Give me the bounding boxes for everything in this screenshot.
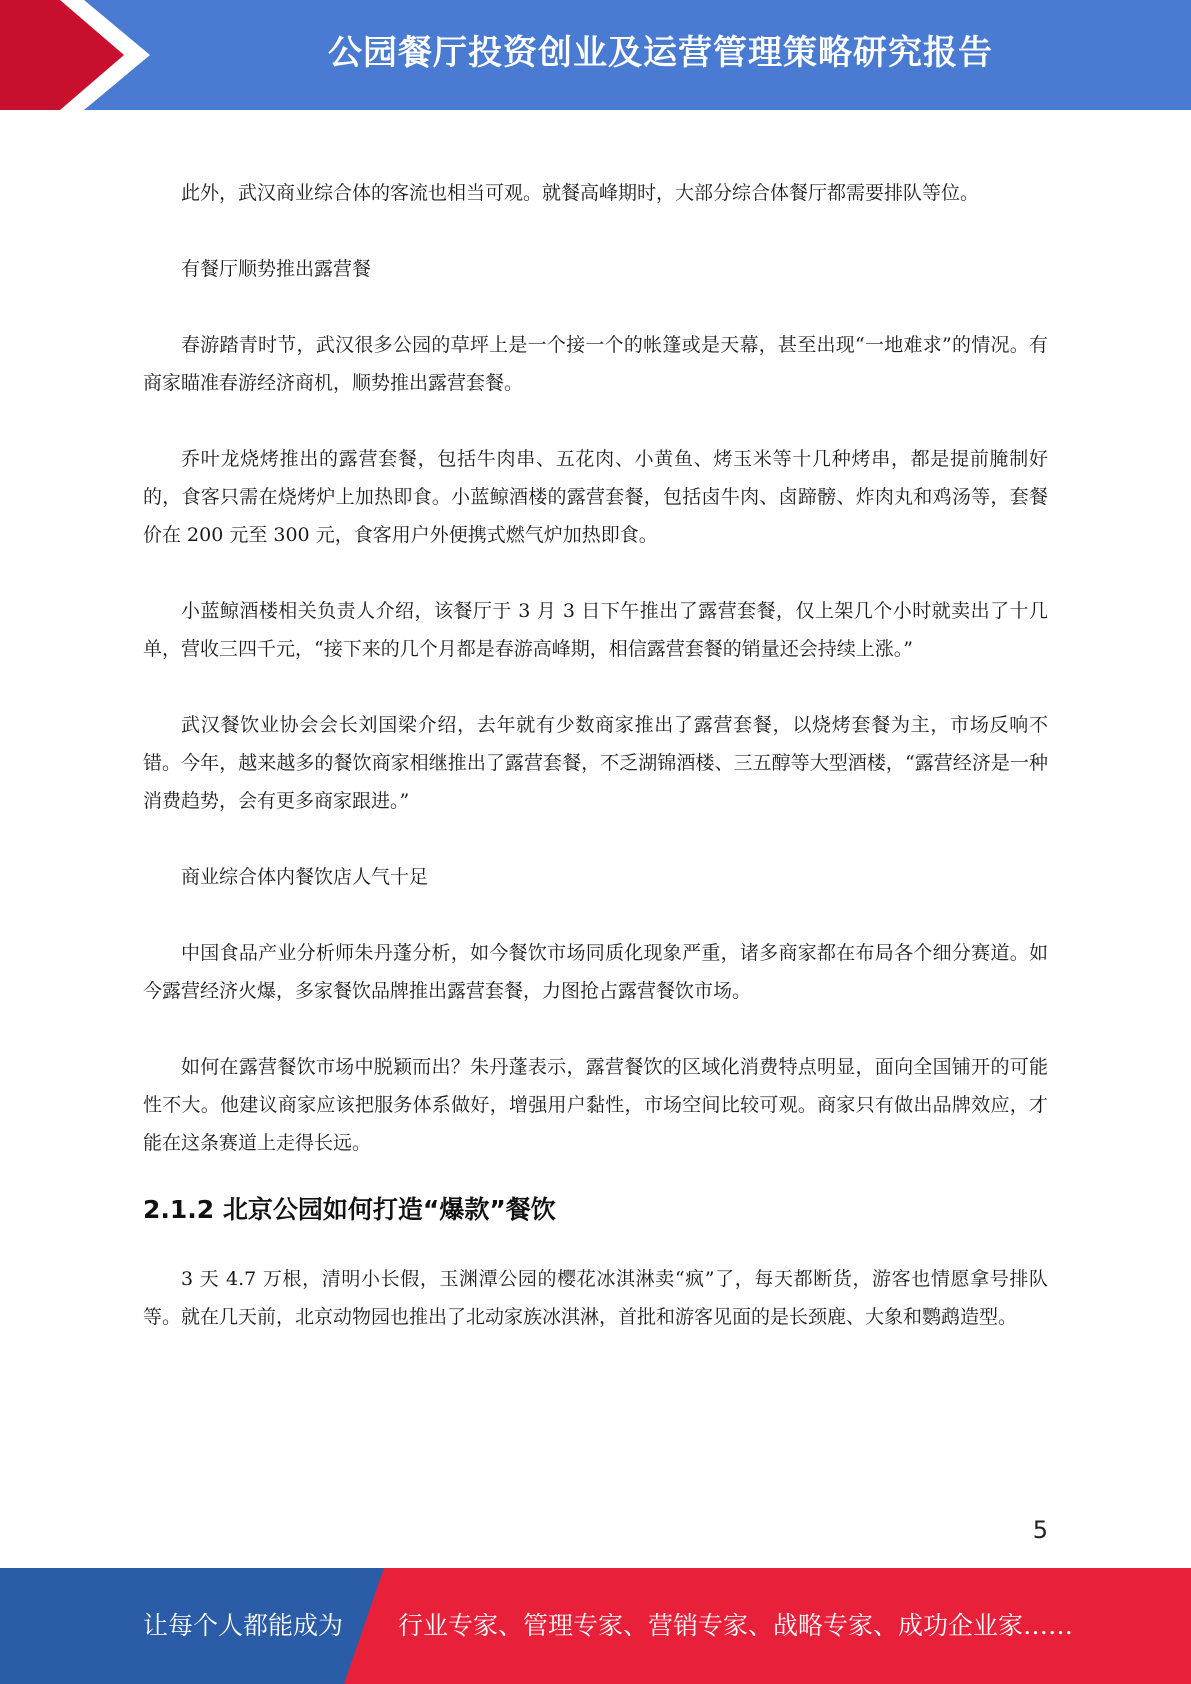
- paragraph: 中国食品产业分析师朱丹蓬分析，如今餐饮市场同质化现象严重，诸多商家都在布局各个细分赛道。如今露营经济火爆，多家餐饮品牌推出露营套餐，力图抢占露营餐饮市场。: [143, 942, 1048, 1002]
- subheading: 有餐厅顺势推出露营餐: [181, 258, 372, 280]
- paragraph: 3 天 4.7 万根，清明小长假，玉渊潭公园的樱花冰淇淋卖“疯”了，每天都断货，游客也情愿拿号排队等。就在几天前，北京动物园也推出了北动家族冰淇淋，首批和游客见面的是长颈鹿、大象和鹦鹉造型。: [143, 1268, 1048, 1328]
- header-title: 公园餐厅投资创业及运营管理策略研究报告: [328, 33, 993, 73]
- footer-slogan-right: 行业专家、管理专家、营销专家、战略专家、成功企业家……: [398, 1611, 1074, 1640]
- page-footer: [0, 1568, 1191, 1684]
- paragraph: 此外，武汉商业综合体的客流也相当可观。就餐高峰期时，大部分综合体餐厅都需要排队等位。: [181, 182, 980, 204]
- section-heading: 2.1.2 北京公园如何打造“爆款”餐饮: [143, 1195, 556, 1224]
- footer-slogan-left: 让每个人都能成为: [143, 1611, 344, 1640]
- page-number: 5: [1032, 1516, 1048, 1544]
- paragraph: 如何在露营餐饮市场中脱颖而出？朱丹蓬表示，露营餐饮的区域化消费特点明显，面向全国铺开的可能性不大。他建议商家应该把服务体系做好，增强用户黏性，市场空间比较可观。商家只有做出品牌效应，才能在这条赛道上走得长远。: [143, 1056, 1048, 1154]
- subheading: 商业综合体内餐饮店人气十足: [181, 866, 429, 888]
- paragraph: 春游踏青时节，武汉很多公园的草坪上是一个接一个的帐篷或是天幕，甚至出现“一地难求”的情况。有商家瞄准春游经济商机，顺势推出露营套餐。: [143, 334, 1048, 394]
- paragraph: 武汉餐饮业协会会长刘国梁介绍，去年就有少数商家推出了露营套餐，以烧烤套餐为主，市场反响不错。今年，越来越多的餐饮商家相继推出了露营套餐，不乏湖锦酒楼、三五醇等大型酒楼，“露营经济是一种消费趋势，会有更多商家跟进。”: [143, 714, 1048, 812]
- page-header: [0, 0, 1191, 110]
- document-body: [143, 174, 1048, 1374]
- paragraph: 小蓝鲸酒楼相关负责人介绍，该餐厅于 3 月 3 日下午推出了露营套餐，仅上架几个小时就卖出了十几单，营收三四千元，“接下来的几个月都是春游高峰期，相信露营套餐的销量还会持续上涨。”: [143, 600, 1048, 660]
- paragraph: 乔叶龙烧烤推出的露营套餐，包括牛肉串、五花肉、小黄鱼、烤玉米等十几种烤串，都是提前腌制好的，食客只需在烧烤炉上加热即食。小蓝鲸酒楼的露营套餐，包括卤牛肉、卤蹄髈、炸肉丸和鸡汤等，套餐价在 200 元至 300 元，食客用户外便携式燃气炉加热即食。: [143, 448, 1048, 546]
